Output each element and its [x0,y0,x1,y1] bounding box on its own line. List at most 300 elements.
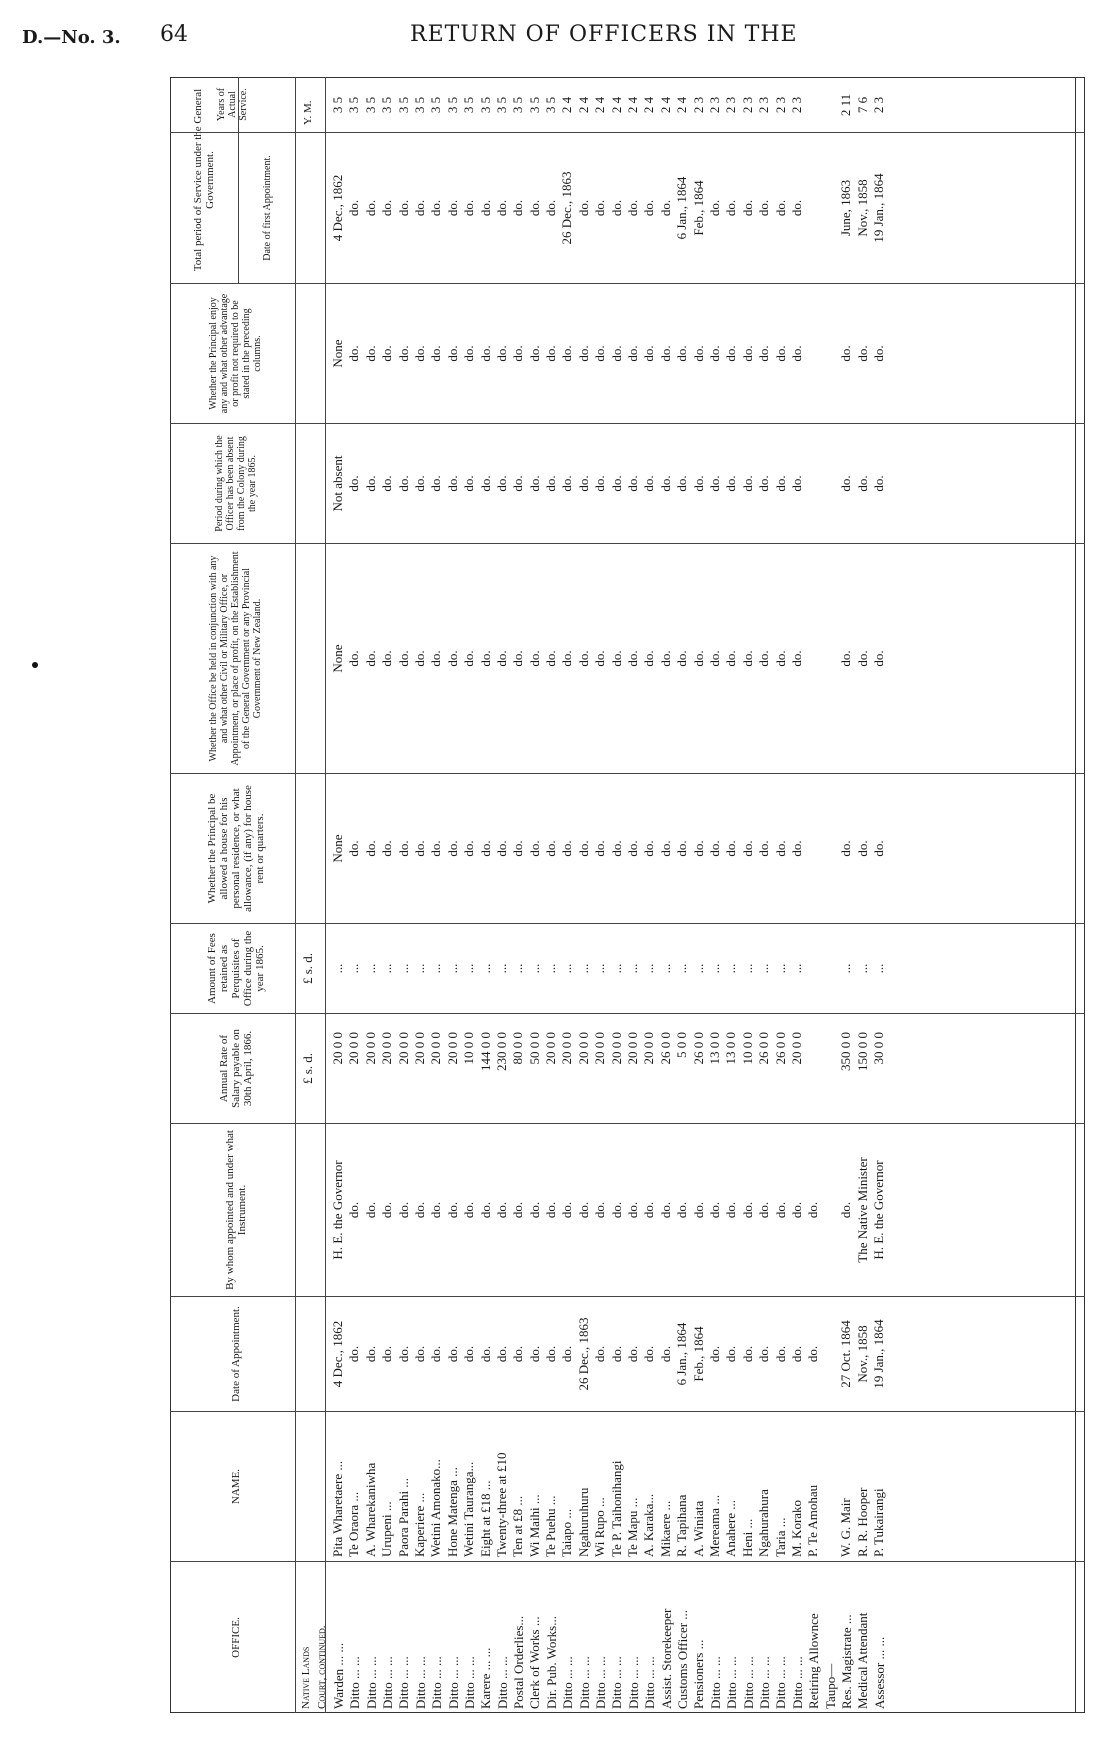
cell-by-33: H. E. the Governor [870,1160,886,1260]
cell-sal-6: 20 0 0 [428,1032,444,1065]
cell-name-17: Te P. Taihonihangi [608,1460,624,1557]
cell-absent-19: do. [641,475,657,492]
cell-adv-31: do. [838,345,854,362]
cell-house-4: do. [395,840,411,857]
col-office-header: OFFICE. [229,1617,242,1658]
cell-office-0: Warden ... ... [330,1642,346,1709]
cell-office-26: Ditto ... ... [756,1656,772,1709]
cell-by-0: H. E. the Governor [330,1160,345,1260]
cell-sal-18: 20 0 0 [625,1032,641,1065]
cell-adv-26: do. [756,345,772,362]
cell-adv-11: do. [510,345,526,362]
cell-sal-3: 20 0 0 [379,1032,395,1065]
cell-first-25: do. [739,199,755,217]
cell-date-9: do. [477,1345,493,1363]
cell-house-21: do. [674,840,690,857]
cell-house-3: do. [379,840,395,857]
cell-absent-17: do. [608,475,624,492]
col-absent-header: Period during which the Officer has been absent from the Colony during the year 1865. [213,435,258,532]
cell-date-14: do. [559,1345,575,1363]
cell-other-26: do. [756,650,772,667]
cell-date-27: do. [772,1345,788,1363]
cell-ys-11: 3 5 [510,96,526,114]
cell-other-5: do. [411,650,427,667]
cell-office-4: Ditto ... ... [396,1656,412,1709]
cell-first-18: do. [625,199,641,217]
cell-name-26: Ngahurahura [756,1489,772,1557]
cell-name-29: P. Te Amohau [805,1484,821,1557]
cell-sal-19: 20 0 0 [641,1032,657,1065]
cell-by-11: do. [510,1201,526,1219]
cell-house-29 [805,774,821,923]
cell-first-30 [822,133,838,283]
fees-list [330,924,887,1013]
cell-by-24: do. [723,1201,739,1219]
cell-adv-3: do. [379,345,395,362]
cell-adv-16: do. [592,345,608,362]
cell-first-26: do. [756,199,772,217]
cell-adv-17: do. [608,345,624,362]
cell-first-7: do. [444,199,460,217]
cell-date-25: do. [739,1345,755,1363]
cell-fees-21: ... [674,963,690,974]
cell-adv-25: do. [739,345,755,362]
section-line2: Court, continued. [316,1625,329,1709]
cell-ys-29 [805,77,821,133]
cell-absent-7: do. [444,475,460,492]
cell-ys-13: 3 5 [543,96,559,114]
cell-fees-25: ... [739,963,755,974]
cell-ys-30 [822,77,838,133]
cell-by-13: do. [543,1201,559,1219]
cell-first-14: 26 Dec., 1863 [559,171,575,245]
cell-absent-6: do. [428,475,444,492]
col-name-header: NAME. [229,1468,242,1505]
cell-first-23: do. [706,199,722,217]
cell-absent-10: do. [493,475,509,492]
date-list [330,1297,887,1411]
cell-ys-16: 2 4 [592,96,608,114]
years-header: Years of Actual Service. [170,77,295,133]
cell-fees-14: ... [559,963,575,974]
cell-date-16: do. [592,1345,608,1363]
cell-absent-30 [822,424,838,543]
rotated-table [170,77,1085,1713]
cell-first-9: do. [477,199,493,217]
cell-absent-29 [805,424,821,543]
col-fees-header: Amount of Fees retained as Perquisites of Office during the year 1865. [205,930,266,1007]
cell-other-20: do. [657,650,673,667]
cell-name-33: P. Tukairangi [870,1488,886,1557]
cell-fees-26: ... [756,963,772,974]
cell-ys-9: 3 5 [477,96,493,114]
cell-house-24: do. [723,840,739,857]
cell-ys-31: 2 11 [838,93,854,117]
section-line1: Native Lands [300,1646,312,1709]
cell-by-2: do. [362,1201,378,1219]
cell-office-18: Ditto ... ... [625,1656,641,1709]
cell-ys-4: 3 5 [395,96,411,114]
col-by-whom [170,1123,1085,1296]
cell-date-10: do. [493,1345,509,1363]
cell-first-29 [805,133,821,283]
cell-fees-0: ... [330,963,345,974]
cell-office-32: Medical Attendant [855,1612,871,1709]
cell-ys-25: 2 3 [739,96,755,114]
cell-first-21: 6 Jan., 1864 [674,176,690,240]
cell-fees-29 [805,924,821,1013]
cell-ys-3: 3 5 [379,96,395,114]
cell-first-33: 19 Jan., 1864 [870,173,886,243]
cell-fees-19: ... [641,963,657,974]
cell-date-24: do. [723,1345,739,1363]
cell-by-10: do. [493,1201,509,1219]
cell-fees-33: ... [870,963,886,974]
cell-name-24: Anahere ... [723,1499,739,1557]
cell-absent-5: do. [411,475,427,492]
cell-sal-4: 20 0 0 [395,1032,411,1065]
cell-name-28: M. Korako [788,1499,804,1557]
cell-name-0: Pita Wharetaere ... [330,1460,345,1557]
cell-by-28: do. [788,1201,804,1219]
cell-sal-7: 20 0 0 [444,1032,460,1065]
cell-adv-7: do. [444,345,460,362]
cell-ys-26: 2 3 [756,96,772,114]
advantage-list [330,284,887,423]
col-name [170,1411,1085,1561]
cell-date-4: do. [395,1345,411,1363]
cell-office-23: Ditto ... ... [707,1656,723,1709]
cell-adv-5: do. [411,345,427,362]
cell-first-8: do. [461,199,477,217]
cell-other-28: do. [788,650,804,667]
cell-house-1: do. [346,840,362,857]
col-other-office [170,543,1085,773]
cell-ys-27: 2 3 [772,96,788,114]
cell-sal-12: 50 0 0 [526,1032,542,1065]
cell-other-11: do. [510,650,526,667]
cell-date-15: 26 Dec., 1863 [575,1317,591,1391]
cell-ys-17: 2 4 [608,96,624,114]
cell-other-2: do. [362,650,378,667]
cell-absent-9: do. [477,475,493,492]
ink-dot [32,662,38,668]
cell-sal-11: 80 0 0 [510,1032,526,1065]
cell-adv-20: do. [657,345,673,362]
cell-house-2: do. [362,840,378,857]
cell-date-19: do. [641,1345,657,1363]
cell-other-22: do. [690,650,706,667]
cell-adv-28: do. [788,345,804,362]
cell-by-15: do. [575,1201,591,1219]
cell-other-31: do. [838,650,854,667]
cell-by-31: do. [838,1201,854,1219]
cell-other-29 [805,544,821,773]
cell-sal-33: 30 0 0 [870,1032,886,1065]
cell-date-29: do. [805,1345,821,1363]
cell-date-23: do. [706,1345,722,1363]
cell-adv-2: do. [362,345,378,362]
cell-house-26: do. [756,840,772,857]
cell-by-21: do. [674,1201,690,1219]
col-service-header: Total period of Service under the General Government. [192,88,216,272]
cell-other-14: do. [559,650,575,667]
cell-first-28: do. [788,199,804,217]
cell-office-13: Dir. Pub. Works... [543,1616,559,1709]
cell-house-23: do. [706,840,722,857]
cell-office-16: Ditto ... ... [593,1656,609,1709]
cell-ys-21: 2 4 [674,96,690,114]
cell-date-31: 27 Oct. 1864 [838,1320,854,1388]
col-date [170,1296,1085,1411]
cell-sal-9: 144 0 0 [477,1032,493,1071]
cell-ys-15: 2 4 [575,96,591,114]
cell-office-20: Assist. Storekeeper [658,1608,674,1709]
cell-adv-9: do. [477,345,493,362]
cell-ys-32: 7 6 [854,96,870,114]
cell-by-23: do. [706,1201,722,1219]
cell-other-9: do. [477,650,493,667]
cell-absent-21: do. [674,475,690,492]
cell-absent-27: do. [772,475,788,492]
cell-by-25: do. [739,1201,755,1219]
cell-other-19: do. [641,650,657,667]
cell-other-3: do. [379,650,395,667]
cell-fees-23: ... [706,963,722,974]
cell-first-4: do. [395,199,411,217]
cell-first-17: do. [608,199,624,217]
cell-first-19: do. [641,199,657,217]
cell-adv-33: do. [870,345,886,362]
page-title: RETURN OF OFFICERS IN THE [410,22,798,47]
cell-office-27: Ditto ... ... [773,1656,789,1709]
cell-date-13: do. [543,1345,559,1363]
cell-office-12: Clerk of Works ... [527,1616,543,1709]
cell-office-17: Ditto ... ... [609,1656,625,1709]
cell-adv-6: do. [428,345,444,362]
cell-sal-17: 20 0 0 [608,1032,624,1065]
cell-adv-21: do. [674,345,690,362]
cell-fees-20: ... [657,963,673,974]
page-number: 64 [160,22,188,47]
cell-name-14: Taiapo ... [559,1508,575,1557]
col-house-header: Whether the Principal be allowed a house for his personal residence, or what allowance, (if any) for house rent or quarters. [205,785,266,912]
cell-by-1: do. [346,1201,362,1219]
cell-absent-12: do. [526,475,542,492]
cell-name-12: Wi Maihi ... [526,1494,542,1557]
cell-ys-28: 2 3 [788,96,804,114]
col-fees [170,923,1085,1013]
col-office [170,1561,1085,1713]
cell-other-8: do. [461,650,477,667]
cell-fees-1: ... [346,963,362,974]
cell-house-10: do. [493,840,509,857]
cell-absent-8: do. [461,475,477,492]
cell-house-19: do. [641,840,657,857]
cell-date-1: do. [346,1345,362,1363]
cell-adv-19: do. [641,345,657,362]
cell-first-13: do. [543,199,559,217]
cell-sal-25: 10 0 0 [739,1032,755,1065]
cell-first-31: June, 1863 [838,179,854,237]
cell-adv-1: do. [346,345,362,362]
cell-house-28: do. [788,840,804,857]
cell-house-0: None [330,834,345,863]
cell-adv-14: do. [559,345,575,362]
cell-sal-21: 5 0 0 [674,1032,690,1058]
cell-name-11: Ten at £8 ... [510,1495,526,1557]
cell-first-12: do. [526,199,542,217]
cell-first-24: do. [723,199,739,217]
cell-by-27: do. [772,1201,788,1219]
cell-other-15: do. [575,650,591,667]
cell-sal-28: 20 0 0 [788,1032,804,1065]
cell-fees-24: ... [723,963,739,974]
cell-date-6: do. [428,1345,444,1363]
cell-absent-32: do. [854,475,870,492]
cell-adv-4: do. [395,345,411,362]
cell-sal-22: 26 0 0 [690,1032,706,1065]
cell-name-25: Heni ... [739,1518,755,1557]
cell-ys-5: 3 5 [411,96,427,114]
col-absent [170,423,1085,543]
by-list [330,1124,887,1296]
cell-by-14: do. [559,1201,575,1219]
cell-by-17: do. [608,1201,624,1219]
cell-other-10: do. [493,650,509,667]
col-advantage [170,283,1085,423]
cell-name-7: Hone Matenga ... [444,1467,460,1557]
cell-ys-20: 2 4 [657,96,673,114]
cell-absent-23: do. [706,475,722,492]
cell-other-7: do. [444,650,460,667]
cell-date-0: 4 Dec., 1862 [330,1320,345,1388]
cell-first-0: 4 Dec., 1862 [330,174,345,242]
cell-house-5: do. [411,840,427,857]
house-list [330,774,887,923]
cell-office-15: Ditto ... ... [576,1656,592,1709]
cell-sal-24: 13 0 0 [723,1032,739,1065]
cell-house-6: do. [428,840,444,857]
cell-ys-19: 2 4 [641,96,657,114]
cell-house-9: do. [477,840,493,857]
cell-other-6: do. [428,650,444,667]
cell-adv-30 [822,284,838,423]
cell-other-21: do. [674,650,690,667]
cell-date-11: do. [510,1345,526,1363]
cell-first-32: Nov., 1858 [854,179,870,237]
col-salary [170,1013,1085,1123]
cell-sal-13: 20 0 0 [543,1032,559,1065]
salary-units: £ s. d. [300,1052,315,1085]
cell-name-20: Mikaere ... [657,1500,673,1557]
cell-ys-14: 2 4 [559,96,575,114]
cell-name-2: A. Wharekaniwha [362,1462,378,1557]
cell-sal-14: 20 0 0 [559,1032,575,1065]
col-by-whom-header: By whom appointed and under what Instrument. [223,1130,248,1290]
cell-house-32: do. [854,840,870,857]
cell-absent-31: do. [838,475,854,492]
cell-other-25: do. [739,650,755,667]
cell-name-4: Paora Parahi ... [395,1477,411,1557]
col-date-header: Date of Appointment. [229,1306,242,1402]
cell-name-30 [822,1412,838,1561]
cell-ys-22: 2 3 [690,96,706,114]
cell-sal-5: 20 0 0 [411,1032,427,1065]
cell-other-18: do. [625,650,641,667]
cell-adv-10: do. [493,345,509,362]
other-list [330,544,887,773]
cell-date-26: do. [756,1345,772,1363]
cell-adv-12: do. [526,345,542,362]
cell-absent-13: do. [543,475,559,492]
cell-name-32: R. R. Hooper [854,1487,870,1557]
cell-by-9: do. [477,1201,493,1219]
cell-name-1: Te Oraora ... [346,1491,362,1557]
years-units: Y. M. [302,100,314,125]
cell-fees-30 [822,924,838,1013]
col-service [170,77,1085,283]
cell-other-13: do. [543,650,559,667]
office-list [331,1562,888,1713]
cell-office-31: Res. Magistrate ... [838,1614,854,1709]
cell-name-10: Twenty-three at £10 [493,1452,509,1557]
cell-other-0: None [330,644,345,673]
cell-other-24: do. [723,650,739,667]
cell-house-33: do. [870,840,886,857]
cell-name-23: Mereama ... [706,1494,722,1557]
cell-date-32: Nov., 1858 [854,1325,870,1383]
cell-sal-31: 350 0 0 [838,1032,854,1071]
cell-other-1: do. [346,650,362,667]
cell-office-24: Ditto ... ... [724,1656,740,1709]
cell-house-8: do. [461,840,477,857]
cell-absent-1: do. [346,475,362,492]
cell-absent-11: do. [510,475,526,492]
cell-date-18: do. [625,1345,641,1363]
cell-fees-22: ... [690,963,706,974]
cell-absent-26: do. [756,475,772,492]
cell-first-27: do. [772,199,788,217]
name-list [330,1412,887,1561]
cell-date-21: 6 Jan., 1864 [674,1322,690,1386]
cell-first-15: do. [575,199,591,217]
cell-house-18: do. [625,840,641,857]
cell-sal-0: 20 0 0 [330,1032,345,1065]
cell-date-8: do. [461,1345,477,1363]
cell-sal-10: 230 0 0 [493,1032,509,1071]
cell-name-5: Kaperiere ... [411,1492,427,1557]
cell-office-19: Ditto ... ... [642,1656,658,1709]
cell-other-30 [822,544,838,773]
cell-by-8: do. [461,1201,477,1219]
cell-office-8: Ditto ... ... [461,1656,477,1709]
cell-first-22: Feb., 1864 [690,180,706,236]
cell-sal-20: 26 0 0 [657,1032,673,1065]
cell-date-17: do. [608,1345,624,1363]
cell-name-3: Urupeni ... [379,1501,395,1557]
cell-fees-18: ... [625,963,641,974]
cell-fees-4: ... [395,963,411,974]
cell-sal-2: 20 0 0 [362,1032,378,1065]
cell-by-19: do. [641,1201,657,1219]
cell-ys-33: 2 3 [870,96,886,114]
cell-office-9: Karere ... ... [478,1647,494,1709]
cell-fees-16: ... [592,963,608,974]
cell-absent-28: do. [788,475,804,492]
cell-date-28: do. [788,1345,804,1363]
cell-office-2: Ditto ... ... [363,1656,379,1709]
